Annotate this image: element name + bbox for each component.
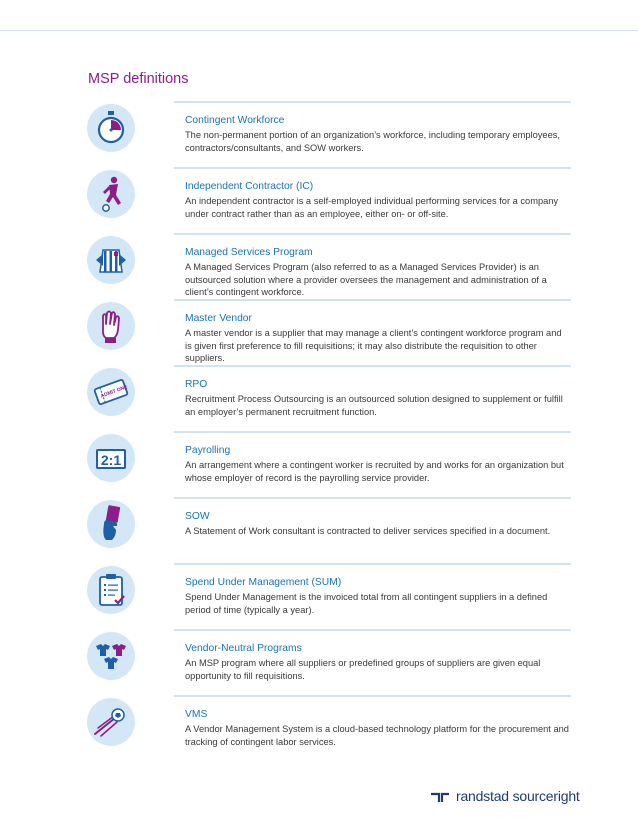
- term-heading: SOW: [185, 511, 210, 522]
- randstad-logo-icon: [430, 789, 450, 803]
- definitions-list: [0, 101, 638, 761]
- definition-item: [0, 233, 638, 299]
- top-divider: [0, 30, 638, 31]
- term-definition: A master vendor is a supplier that may manage a client’s contingent workforce program and is given first preference to fill requisitions; it may also distribute the requisition to other suppliers.: [185, 328, 562, 364]
- soccer-player-icon: [87, 170, 135, 218]
- page-title: MSP definitions: [88, 71, 189, 87]
- flying-ball-icon: [87, 698, 135, 746]
- term-heading: Vendor-Neutral Programs: [185, 643, 302, 654]
- term-definition: Recruitment Process Outsourcing is an outsourced solution designed to supplement or fulfill an employer’s permanent recruitment function.: [185, 394, 563, 417]
- definition-item: [0, 695, 638, 761]
- definition-item: [0, 365, 638, 431]
- divider: [174, 431, 571, 433]
- divider: [174, 233, 571, 235]
- divider: [174, 497, 571, 499]
- term-definition: A Vendor Management System is a cloud-based technology platform for the procurement and tracking of contingent labor services.: [185, 724, 569, 747]
- definition-item: [0, 497, 638, 563]
- goalkeeper-glove-icon: [87, 302, 135, 350]
- clipboard-icon: [87, 566, 135, 614]
- term-definition: An independent contractor is a self-employed individual performing services for a company under contract rather than as an employee, either on- or off-site.: [185, 196, 559, 219]
- term-heading: Independent Contractor (IC): [185, 181, 314, 192]
- definition-item: [0, 167, 638, 233]
- definition-item: [0, 431, 638, 497]
- ticket-icon: [87, 368, 135, 416]
- referee-icon: [87, 236, 135, 284]
- term-heading: RPO: [185, 379, 208, 390]
- definition-item: [0, 629, 638, 695]
- divider: [174, 101, 571, 103]
- term-definition: Spend Under Management is the invoiced total from all contingent suppliers in a defined period of time (typically a year).: [185, 592, 548, 615]
- score-text: 2:1: [100, 452, 122, 468]
- ticket-text: ADMIT ONE: [99, 384, 129, 400]
- term-heading: Contingent Workforce: [185, 115, 285, 126]
- brand-name: randstad sourceright: [456, 788, 580, 804]
- definition-item: [0, 299, 638, 365]
- definition-item: [0, 101, 638, 167]
- term-definition: An MSP program where all suppliers or predefined groups of suppliers are given equal opportunity to fill requisitions.: [185, 658, 541, 681]
- jerseys-icon: [87, 632, 135, 680]
- red-card-icon: [87, 500, 135, 548]
- term-heading: Payrolling: [185, 445, 231, 456]
- term-definition: An arrangement where a contingent worker is recruited by and works for an organization but whose employer of record is the payrolling service provider.: [185, 460, 564, 483]
- divider: [174, 365, 571, 367]
- definition-item: [0, 563, 638, 629]
- term-heading: VMS: [185, 709, 208, 720]
- company-logo: [430, 786, 580, 806]
- term-heading: Spend Under Management (SUM): [185, 577, 342, 588]
- divider: [174, 695, 571, 697]
- scoreboard-icon: [87, 434, 135, 482]
- term-heading: Master Vendor: [185, 313, 252, 324]
- divider: [174, 299, 571, 301]
- term-definition: The non-permanent portion of an organization’s workforce, including temporary employees, contractors/consultants, and SOW workers.: [185, 130, 561, 153]
- term-definition: A Managed Services Program (also referred to as a Managed Services Provider) is an outsourced solution where a provider oversees the management and administration of a client’s contingent workforce.: [185, 262, 547, 298]
- divider: [174, 629, 571, 631]
- stopwatch-icon: [87, 104, 135, 152]
- divider: [174, 563, 571, 565]
- term-definition: A Statement of Work consultant is contracted to deliver services specified in a document.: [185, 526, 551, 536]
- divider: [174, 167, 571, 169]
- term-heading: Managed Services Program: [185, 247, 313, 258]
